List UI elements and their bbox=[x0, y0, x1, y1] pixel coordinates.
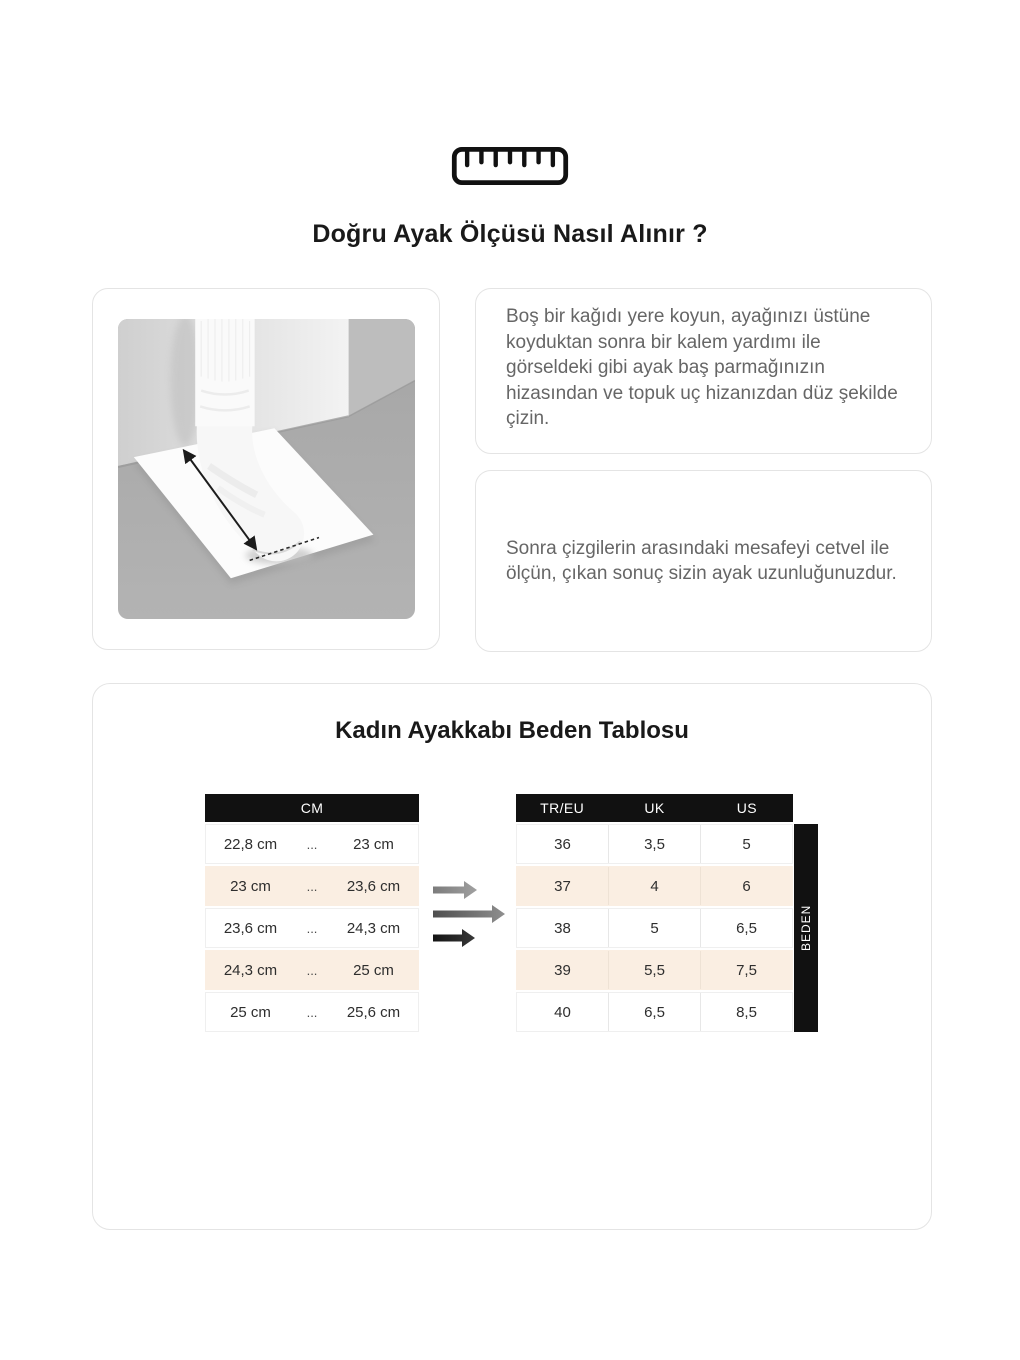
cm-range-to: 25 cm bbox=[353, 961, 394, 979]
cm-table-header: CM bbox=[205, 794, 419, 822]
size-cell-treu: 37 bbox=[554, 877, 571, 895]
cm-table-row bbox=[205, 824, 419, 864]
size-table-row bbox=[516, 950, 793, 990]
cm-table-row bbox=[205, 950, 419, 990]
cm-range-from: 23,6 cm bbox=[223, 919, 278, 937]
size-table-header-us: US bbox=[736, 800, 757, 816]
cm-range-from: 24,3 cm bbox=[223, 961, 278, 979]
international-size-table bbox=[516, 794, 793, 1034]
cm-range-to: 23 cm bbox=[353, 835, 394, 853]
size-table-header-row bbox=[516, 794, 793, 822]
cm-range-separator: ... bbox=[306, 920, 318, 936]
cm-table-row bbox=[205, 992, 419, 1032]
page-title: Doğru Ayak Ölçüsü Nasıl Alınır ? bbox=[312, 220, 708, 248]
cm-range-separator: ... bbox=[306, 1004, 318, 1020]
instruction-step-1: Boş bir kağıdı yere koyun, ayağınızı üstüne koyduktan sonra bir kalem yardımı ile görseldeki gibi ayak baş parmağınızın hizasından ve topuk uç hizanızdan düz şekilde çizin. bbox=[506, 306, 898, 429]
size-table-row bbox=[516, 824, 793, 864]
size-table-header-treu: TR/EU bbox=[540, 800, 585, 816]
cm-range-to: 24,3 cm bbox=[346, 919, 401, 937]
ruler-icon bbox=[0, 146, 1020, 186]
size-cell-us: 7,5 bbox=[700, 951, 792, 989]
beden-side-label: BEDEN bbox=[794, 824, 818, 1032]
size-table-row bbox=[516, 908, 793, 948]
size-table-row bbox=[516, 866, 793, 906]
instruction-card-2 bbox=[475, 470, 932, 652]
size-cell-treu: 40 bbox=[554, 1003, 571, 1021]
size-cell-us: 8,5 bbox=[700, 993, 792, 1031]
instruction-card-1 bbox=[475, 288, 932, 454]
cm-table bbox=[205, 794, 419, 1034]
cm-range-separator: ... bbox=[306, 836, 318, 852]
cm-range-from: 23 cm bbox=[230, 877, 271, 895]
size-cell-treu: 38 bbox=[554, 919, 571, 937]
size-table-card bbox=[92, 683, 932, 1230]
cm-range-separator: ... bbox=[306, 962, 318, 978]
measure-photo-card bbox=[92, 288, 440, 650]
size-cell-treu: 36 bbox=[554, 835, 571, 853]
cm-range-separator: ... bbox=[306, 878, 318, 894]
size-cell-us: 5 bbox=[700, 825, 792, 863]
size-cell-us: 6,5 bbox=[700, 909, 792, 947]
size-cell-uk: 3,5 bbox=[608, 825, 700, 863]
foot-measurement-photo bbox=[118, 319, 415, 619]
size-cell-uk: 5,5 bbox=[608, 951, 700, 989]
size-table-header-uk: UK bbox=[644, 800, 665, 816]
size-cell-us: 6 bbox=[700, 867, 792, 905]
transfer-arrows-icon bbox=[433, 881, 513, 947]
measure-section bbox=[92, 288, 932, 652]
instruction-step-2: Sonra çizgilerin arasındaki mesafeyi cetvel ile ölçün, çıkan sonuç sizin ayak uzunluğunuzdur. bbox=[506, 537, 897, 584]
size-cell-uk: 6,5 bbox=[608, 993, 700, 1031]
size-table-title: Kadın Ayakkabı Beden Tablosu bbox=[335, 717, 689, 744]
cm-range-to: 25,6 cm bbox=[346, 1003, 401, 1021]
cm-range-from: 25 cm bbox=[230, 1003, 271, 1021]
size-cell-uk: 5 bbox=[608, 909, 700, 947]
cm-table-row bbox=[205, 908, 419, 948]
cm-range-to: 23,6 cm bbox=[346, 877, 401, 895]
cm-range-from: 22,8 cm bbox=[223, 835, 278, 853]
size-cell-treu: 39 bbox=[554, 961, 571, 979]
size-cell-uk: 4 bbox=[608, 867, 700, 905]
size-table-row bbox=[516, 992, 793, 1032]
cm-table-row bbox=[205, 866, 419, 906]
